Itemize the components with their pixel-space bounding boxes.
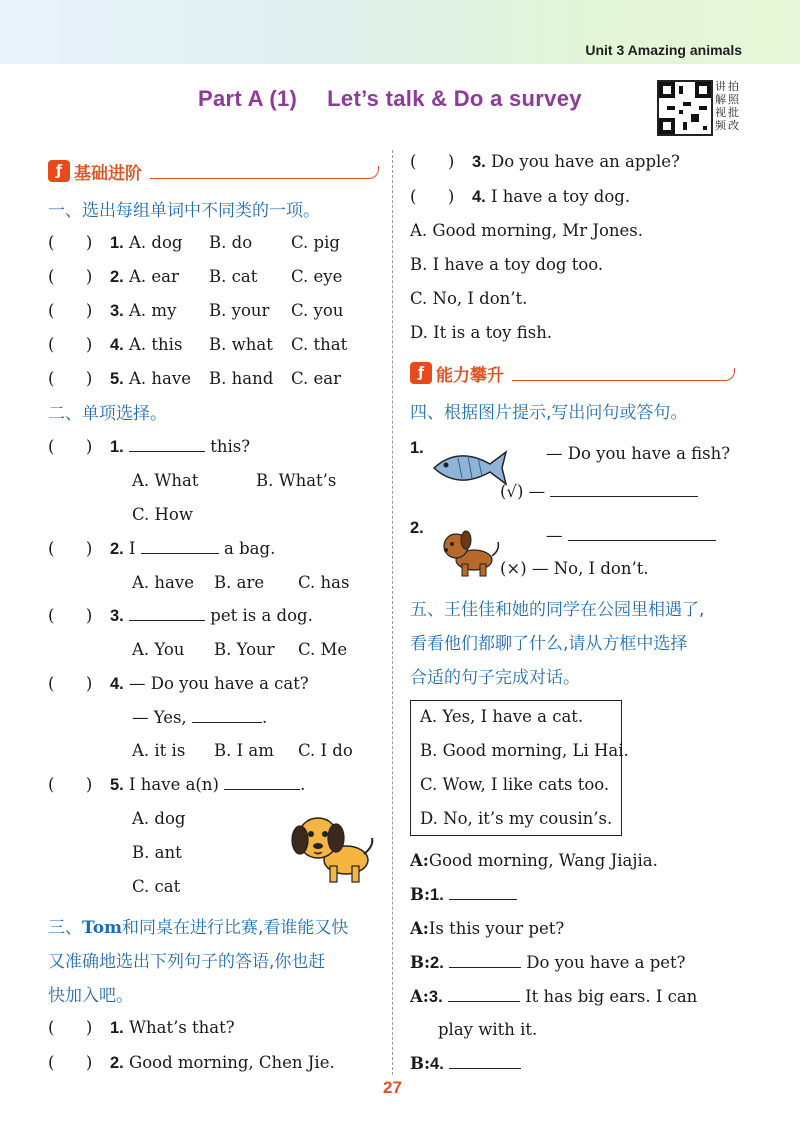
q2-item: ( ) 3. pet is a dog. (48, 606, 313, 625)
climber-icon: ƒ (410, 362, 432, 384)
q2-option-row: C. How (132, 505, 193, 524)
q2-option: A. dog (132, 809, 186, 828)
unit-label: Unit 3 Amazing animals (585, 42, 742, 58)
q1-item: ( ) 3. A. my B. your C. you (48, 301, 344, 320)
q2-option: B. ant (132, 843, 182, 862)
q2-option-row: A. What B. What’s (132, 471, 337, 490)
q3-item: ( ) 4. I have a toy dog. (410, 187, 631, 206)
q5-option: B. Good morning, Li Hai. (420, 741, 629, 760)
q1-item: ( ) 1. A. dog B. do C. pig (48, 233, 340, 252)
fish-illustration (428, 444, 510, 492)
q2-option: C. cat (132, 877, 181, 896)
q2-item-line2: — Yes, . (132, 708, 268, 727)
dialog-line: A:Good morning, Wang Jiajia. (410, 851, 658, 870)
q4-question-line: — (546, 526, 716, 545)
q1-item: ( ) 2. A. ear B. cat C. eye (48, 267, 343, 286)
q3-item: ( ) 1. What’s that? (48, 1018, 235, 1037)
dialog-line: B:4. (410, 1054, 521, 1074)
q3-option: D. It is a toy fish. (410, 323, 553, 342)
lesson-label: Let’s talk & Do a survey (327, 86, 582, 111)
dialog-line: B:2. Do you have a pet? (410, 953, 686, 972)
q3-option: C. No, I don’t. (410, 289, 528, 308)
q4-question: — Do you have a fish? (546, 444, 731, 463)
section-underline (512, 368, 735, 381)
runner-icon: ƒ (48, 160, 70, 182)
q2-option-row: A. have B. are C. has (132, 573, 350, 592)
q5-heading-line2: 看看他们都聊了什么,请从方框中选择 (410, 634, 688, 654)
page-number: 27 (383, 1078, 402, 1097)
section-basic: ƒ 基础进阶 (48, 156, 142, 186)
q5-heading-line3: 合适的句子完成对话。 (410, 668, 580, 688)
q5-option: A. Yes, I have a cat. (420, 707, 584, 726)
part-label: Part A (1) (198, 86, 298, 111)
puppy-illustration (438, 526, 504, 578)
q3-heading-line2: 又准确地选出下列句子的答语,你也赶 (48, 952, 326, 972)
q5-option: C. Wow, I like cats too. (420, 775, 610, 794)
section-underline (150, 166, 379, 179)
dialog-line: A:3. It has big ears. I can (410, 987, 698, 1006)
q3-option: A. Good morning, Mr Jones. (410, 221, 643, 240)
q1-item: ( ) 4. A. this B. what C. that (48, 335, 348, 354)
dialog-line: A:Is this your pet? (410, 919, 565, 938)
q2-heading: 二、单项选择。 (48, 404, 167, 424)
dog-illustration (290, 808, 376, 886)
q1-heading: 一、选出每组单词中不同类的一项。 (48, 201, 320, 221)
page-title (198, 86, 612, 112)
q5-heading: 五、王佳佳和她的同学在公园里相遇了, (410, 600, 705, 620)
qr-label: 讲 拍 解 照 视 批 频 改 (715, 80, 739, 132)
column-divider (392, 150, 394, 1075)
q3-option: B. I have a toy dog too. (410, 255, 604, 274)
q4-answer-line: (×) — No, I don’t. (500, 559, 649, 578)
q2-option-row: A. You B. Your C. Me (132, 640, 348, 659)
q3-heading-line3: 快加入吧。 (48, 986, 133, 1006)
dialog-line: B:1. (410, 885, 517, 905)
q3-heading: 三、Tom和同桌在进行比赛,看谁能又快 (48, 918, 349, 938)
q2-item: ( ) 2. I a bag. (48, 539, 276, 558)
section-advanced: ƒ 能力攀升 (410, 358, 504, 388)
q2-item: ( ) 5. I have a(n) . (48, 775, 306, 794)
q4-number: 1. (410, 439, 424, 457)
q2-item: ( ) 1. this? (48, 437, 251, 456)
q3-item: ( ) 3. Do you have an apple? (410, 152, 680, 171)
qr-code-icon[interactable] (657, 80, 713, 136)
q2-option-row: A. it is B. I am C. I do (132, 741, 353, 760)
q3-item: ( ) 2. Good morning, Chen Jie. (48, 1053, 335, 1072)
q4-answer-line: (√) — (500, 482, 698, 501)
dialog-line: play with it. (438, 1020, 538, 1039)
q4-heading: 四、根据图片提示,写出问句或答句。 (410, 403, 688, 423)
q5-option: D. No, it’s my cousin’s. (420, 809, 613, 828)
q4-number: 2. (410, 519, 424, 537)
q2-item: ( ) 4. — Do you have a cat? (48, 674, 309, 693)
q1-item: ( ) 5. A. have B. hand C. ear (48, 369, 342, 388)
